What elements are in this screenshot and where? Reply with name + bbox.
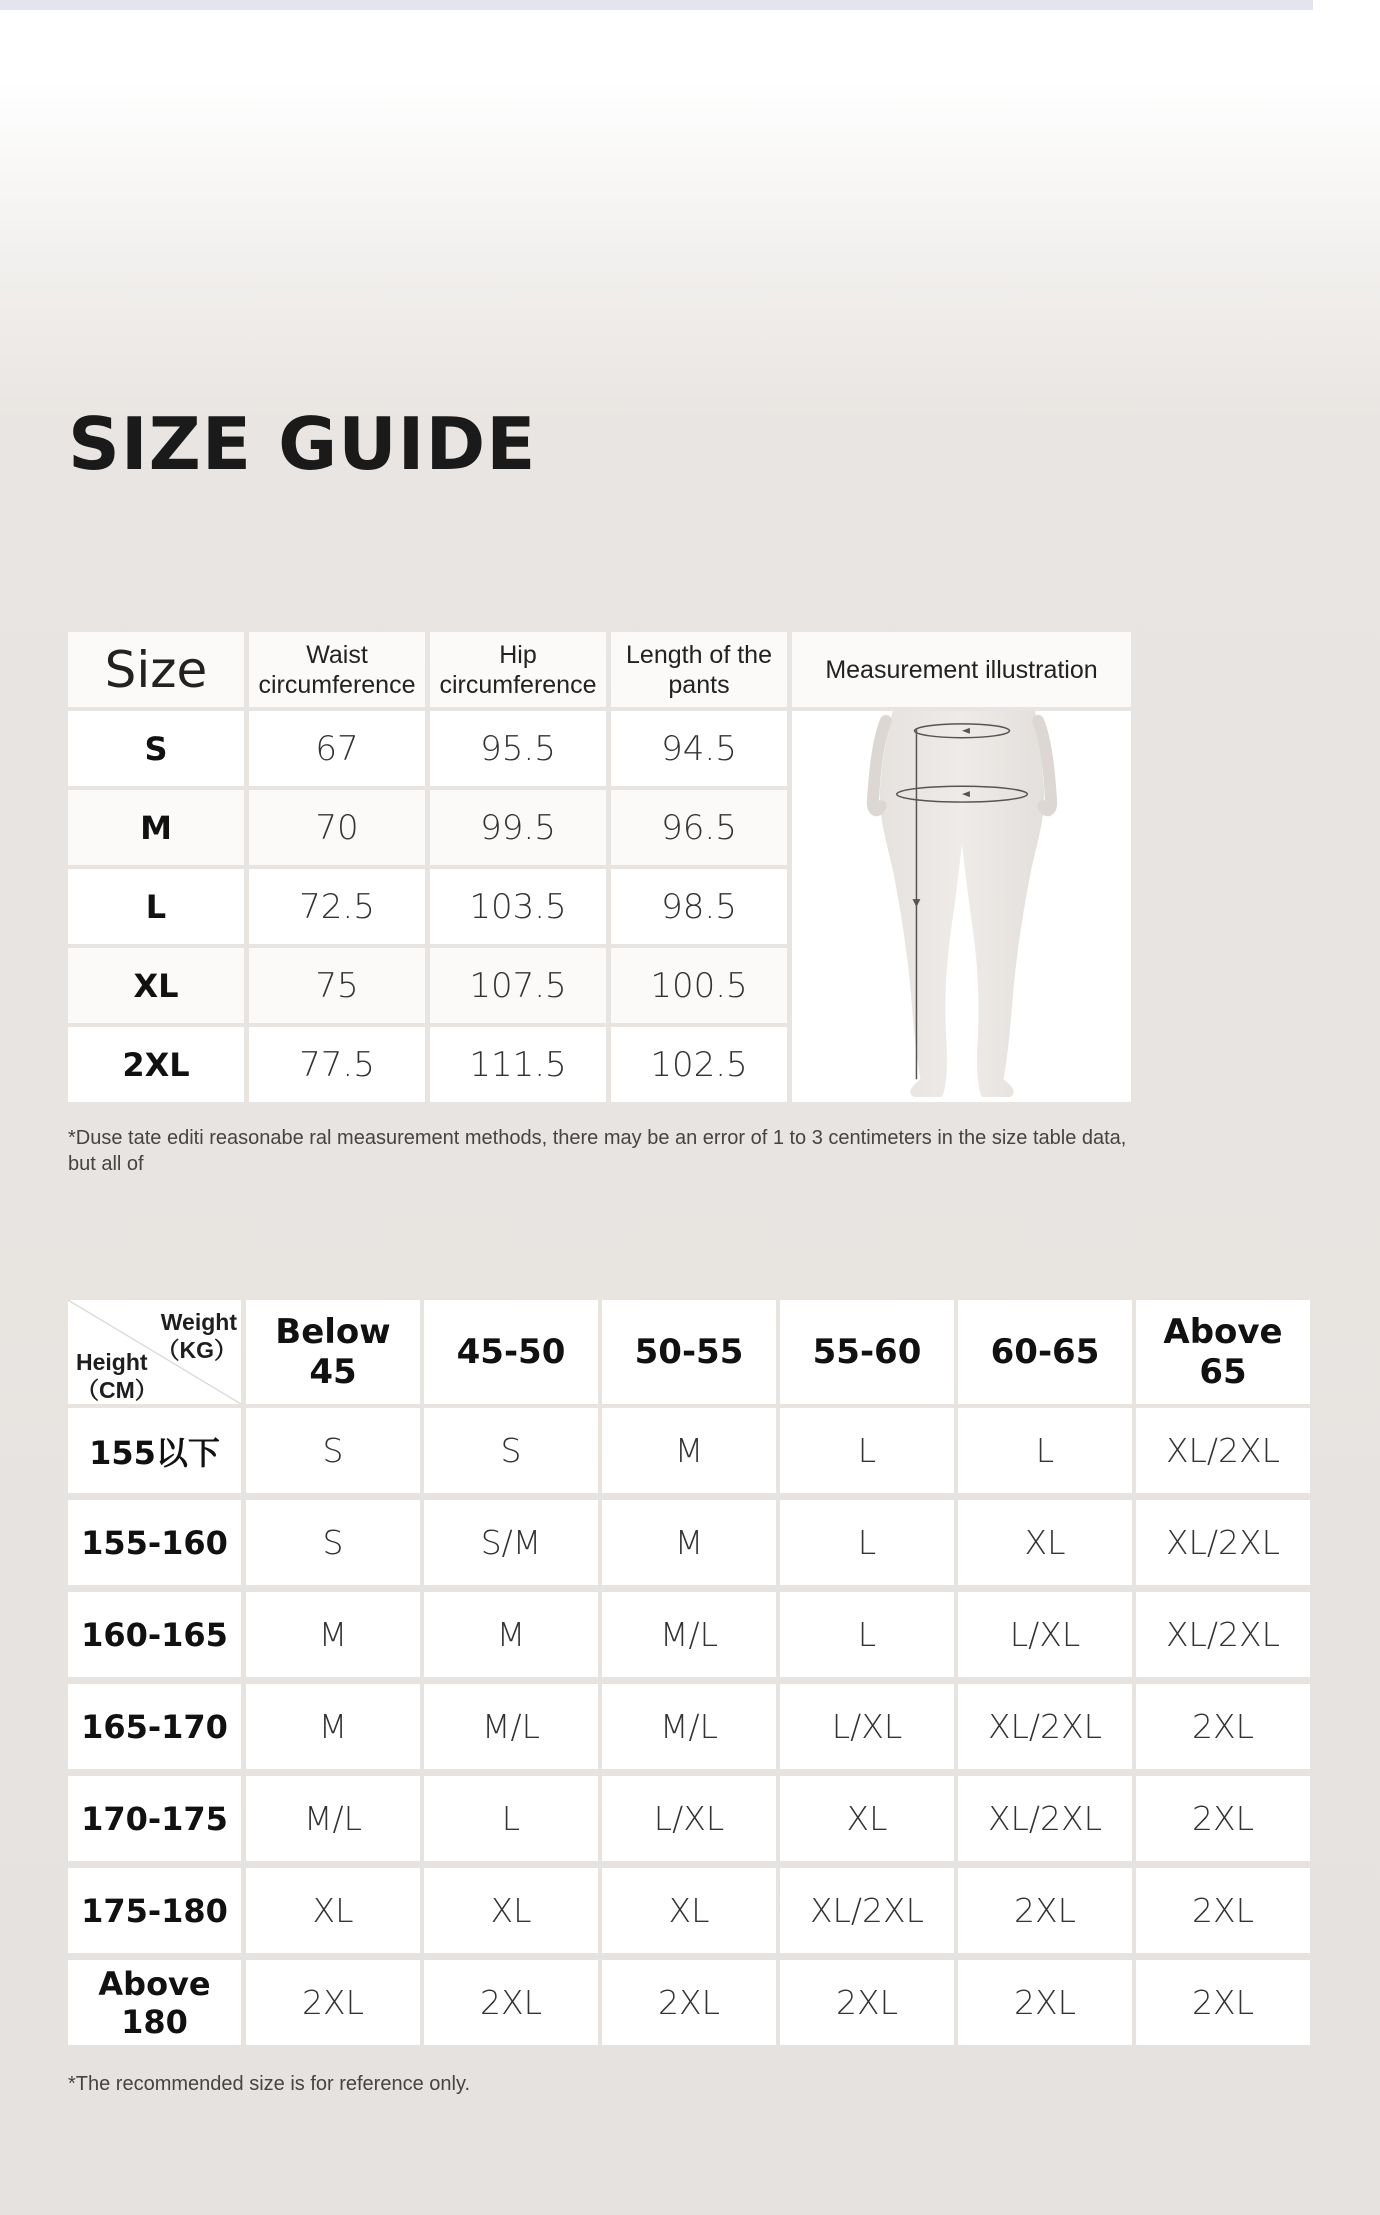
weight-column-header [1136, 1300, 1310, 1404]
size-label [68, 790, 244, 865]
hip-value-text: 99.5 [480, 807, 556, 848]
recommended-size-cell-text: 2XL [1014, 1983, 1076, 2022]
recommended-size-cell-text: M/L [482, 1707, 540, 1746]
recommended-size-cell [602, 1868, 776, 1953]
weight-column-header-text: 60-65 [990, 1332, 1100, 1372]
height-row-header [68, 1684, 241, 1769]
header-illustration [792, 632, 1131, 707]
hip-value [430, 790, 606, 865]
recommended-size-cell [1136, 1684, 1310, 1769]
recommended-size-cell-text: XL/2XL [987, 1799, 1103, 1838]
corner-height-label: Height （CM） [76, 1349, 158, 1403]
recommended-size-cell-text: L [857, 1431, 877, 1470]
recommended-size-cell [602, 1408, 776, 1493]
header-hip-text: Hip circumference [439, 640, 597, 699]
length-value-text: 100.5 [650, 965, 748, 1006]
recommended-size-cell-text: XL [312, 1891, 354, 1930]
recommended-size-cell [602, 1960, 776, 2045]
recommended-size-cell [780, 1868, 954, 1953]
height-row-header [68, 1592, 241, 1677]
height-row-header-text: 170-175 [81, 1799, 228, 1838]
weight-column-header-text: 55-60 [812, 1332, 922, 1372]
recommended-size-cell-text: 2XL [1192, 1799, 1254, 1838]
recommended-size-cell-text: M/L [660, 1707, 718, 1746]
corner-weight-label: Weight （KG） [156, 1309, 237, 1363]
height-row-header [68, 1408, 241, 1493]
recommended-size-cell-text: XL [490, 1891, 532, 1930]
size-label [68, 948, 244, 1023]
recommended-size-cell [424, 1408, 598, 1493]
length-value-text: 96.5 [661, 807, 737, 848]
recommended-size-cell [424, 1868, 598, 1953]
recommended-size-cell [958, 1684, 1132, 1769]
length-value-text: 102.5 [650, 1044, 748, 1085]
length-value [611, 869, 787, 944]
recommended-size-cell-text: L/XL [1009, 1615, 1081, 1654]
weight-column-header-text: 50-55 [634, 1332, 744, 1372]
length-value [611, 711, 787, 786]
recommended-size-cell-text: M/L [304, 1799, 362, 1838]
recommended-size-cell-text: M [318, 1707, 348, 1746]
recommended-size-cell-text: XL/2XL [1165, 1431, 1281, 1470]
header-hip [430, 632, 606, 707]
recommended-size-cell [780, 1776, 954, 1861]
height-row-header-text: 155以下 [89, 1433, 220, 1472]
recommended-size-cell-text: XL/2XL [987, 1707, 1103, 1746]
recommended-size-cell-text: M [318, 1615, 348, 1654]
recommended-size-cell [780, 1684, 954, 1769]
recommended-size-cell [246, 1408, 420, 1493]
header-waist-text: Waist circumference [258, 640, 416, 699]
waist-value [249, 711, 425, 786]
height-row-header-text: Above 180 [98, 1964, 211, 2041]
size-label [68, 869, 244, 944]
recommended-size-cell-text: 2XL [1192, 1891, 1254, 1930]
recommended-size-cell [424, 1500, 598, 1585]
hip-value-text: 103.5 [469, 886, 567, 927]
recommended-size-cell-text: XL/2XL [1165, 1615, 1281, 1654]
recommended-size-cell-text: XL/2XL [1165, 1523, 1281, 1562]
recommended-size-cell-text: 2XL [658, 1983, 720, 2022]
recommended-size-cell [958, 1868, 1132, 1953]
recommended-size-cell [780, 1592, 954, 1677]
weight-column-header [602, 1300, 776, 1404]
recommended-size-cell-text: XL/2XL [809, 1891, 925, 1930]
weight-column-header [780, 1300, 954, 1404]
recommended-size-cell [424, 1684, 598, 1769]
recommended-size-cell [602, 1776, 776, 1861]
recommended-size-cell-text: 2XL [1192, 1983, 1254, 2022]
header-illustration-text: Measurement illustration [825, 655, 1098, 684]
size-label [68, 1027, 244, 1102]
length-value [611, 948, 787, 1023]
recommended-size-cell [246, 1684, 420, 1769]
recommended-size-cell [958, 1776, 1132, 1861]
recommended-size-cell [246, 1960, 420, 2045]
recommended-size-cell [424, 1592, 598, 1677]
recommended-size-cell [602, 1592, 776, 1677]
recommended-size-cell [958, 1960, 1132, 2045]
recommended-size-cell-text: S [500, 1431, 522, 1470]
recommended-size-cell [246, 1592, 420, 1677]
hip-value-text: 95.5 [480, 728, 556, 769]
recommended-size-cell-text: M [674, 1523, 704, 1562]
recommended-size-cell [1136, 1592, 1310, 1677]
header-waist [249, 632, 425, 707]
hip-value [430, 948, 606, 1023]
recommended-size-cell-text: L [501, 1799, 521, 1838]
weight-column-header-text: 45-50 [456, 1332, 566, 1372]
recommended-size-cell [958, 1408, 1132, 1493]
recommended-size-cell [246, 1500, 420, 1585]
size-label-text: 2XL [122, 1045, 190, 1084]
recommended-size-cell [1136, 1776, 1310, 1861]
recommended-size-cell-text: L [857, 1523, 877, 1562]
waist-value-text: 67 [315, 728, 359, 769]
length-value-text: 94.5 [661, 728, 737, 769]
header-size-text: Size [104, 640, 208, 699]
recommended-size-cell-text: S [322, 1431, 344, 1470]
height-row-header [68, 1776, 241, 1861]
recommended-size-cell-text: S [322, 1523, 344, 1562]
recommended-size-cell [1136, 1868, 1310, 1953]
recommended-size-cell [1136, 1960, 1310, 2045]
recommended-size-cell [1136, 1408, 1310, 1493]
recommended-size-cell [958, 1592, 1132, 1677]
hip-value-text: 107.5 [469, 965, 567, 1006]
recommended-size-cell-text: L [857, 1615, 877, 1654]
recommended-size-cell-text: S/M [480, 1523, 542, 1562]
waist-value-text: 70 [315, 807, 359, 848]
weight-column-header-text: Above 65 [1163, 1312, 1283, 1392]
recommended-size-cell [780, 1500, 954, 1585]
size-table-note: *Duse tate editi reasonabe ral measurement methods, there may be an error of 1 to 3 centimeters in the size table data, but all of [68, 1127, 1127, 1175]
recommended-size-cell-text: 2XL [480, 1983, 542, 2022]
height-row-header [68, 1960, 241, 2045]
page-title: SIZE GUIDE [68, 402, 537, 486]
recommended-size-cell [780, 1408, 954, 1493]
recommended-size-cell-text: L/XL [653, 1799, 725, 1838]
recommended-size-cell-text: 2XL [302, 1983, 364, 2022]
header-length-text: Length of the pants [626, 640, 772, 699]
measurement-illustration [792, 711, 1131, 1102]
height-row-header-text: 175-180 [81, 1891, 228, 1930]
recommended-size-cell-text: XL [668, 1891, 710, 1930]
recommended-size-cell [602, 1500, 776, 1585]
recommended-size-cell-text: 2XL [1014, 1891, 1076, 1930]
waist-value [249, 948, 425, 1023]
height-row-header [68, 1868, 241, 1953]
recommended-size-cell-text: XL [846, 1799, 888, 1838]
recommended-size-cell-text: XL [1024, 1523, 1066, 1562]
height-row-header-text: 155-160 [81, 1523, 228, 1562]
weight-column-header [958, 1300, 1132, 1404]
recommended-size-cell [602, 1684, 776, 1769]
height-row-header-text: 165-170 [81, 1707, 228, 1746]
header-length [611, 632, 787, 707]
waist-value-text: 72.5 [299, 886, 375, 927]
recommended-size-cell [424, 1960, 598, 2045]
header-size [68, 632, 244, 707]
waist-value-text: 75 [315, 965, 359, 1006]
recommendation-note: *The recommended size is for reference only. [68, 2073, 471, 2095]
weight-column-header [246, 1300, 420, 1404]
recommended-size-cell-text: 2XL [836, 1983, 898, 2022]
height-row-header [68, 1500, 241, 1585]
recommended-size-cell-text: L/XL [831, 1707, 903, 1746]
recommended-size-cell-text: L [1035, 1431, 1055, 1470]
size-measurement-table [68, 632, 1131, 1110]
recommended-size-cell [246, 1868, 420, 1953]
size-label-text: XL [133, 966, 179, 1005]
recommended-size-cell [958, 1500, 1132, 1585]
size-recommendation-table [68, 1300, 1311, 2052]
waist-value [249, 869, 425, 944]
size-label-text: S [144, 729, 168, 768]
height-row-header-text: 160-165 [81, 1615, 228, 1654]
recommended-size-cell-text: M/L [660, 1615, 718, 1654]
recommended-size-cell [1136, 1500, 1310, 1585]
recommended-size-cell [246, 1776, 420, 1861]
top-divider-bar [0, 0, 1313, 10]
recommended-size-cell [424, 1776, 598, 1861]
size-label [68, 711, 244, 786]
hip-value [430, 1027, 606, 1102]
length-value [611, 1027, 787, 1102]
size-label-text: M [140, 808, 172, 847]
recommended-size-cell [780, 1960, 954, 2045]
recommended-size-cell-text: M [674, 1431, 704, 1470]
size-label-text: L [145, 887, 167, 926]
waist-value [249, 790, 425, 865]
recommended-size-cell-text: 2XL [1192, 1707, 1254, 1746]
recommended-size-cell-text: M [496, 1615, 526, 1654]
weight-column-header [424, 1300, 598, 1404]
hip-value [430, 711, 606, 786]
waist-value [249, 1027, 425, 1102]
waist-value-text: 77.5 [299, 1044, 375, 1085]
length-value-text: 98.5 [661, 886, 737, 927]
weight-column-header-text: Below 45 [275, 1312, 391, 1392]
leg-silhouette-icon [792, 711, 1131, 1102]
hip-value-text: 111.5 [469, 1044, 567, 1085]
corner-header [68, 1300, 241, 1404]
length-value [611, 790, 787, 865]
hip-value [430, 869, 606, 944]
